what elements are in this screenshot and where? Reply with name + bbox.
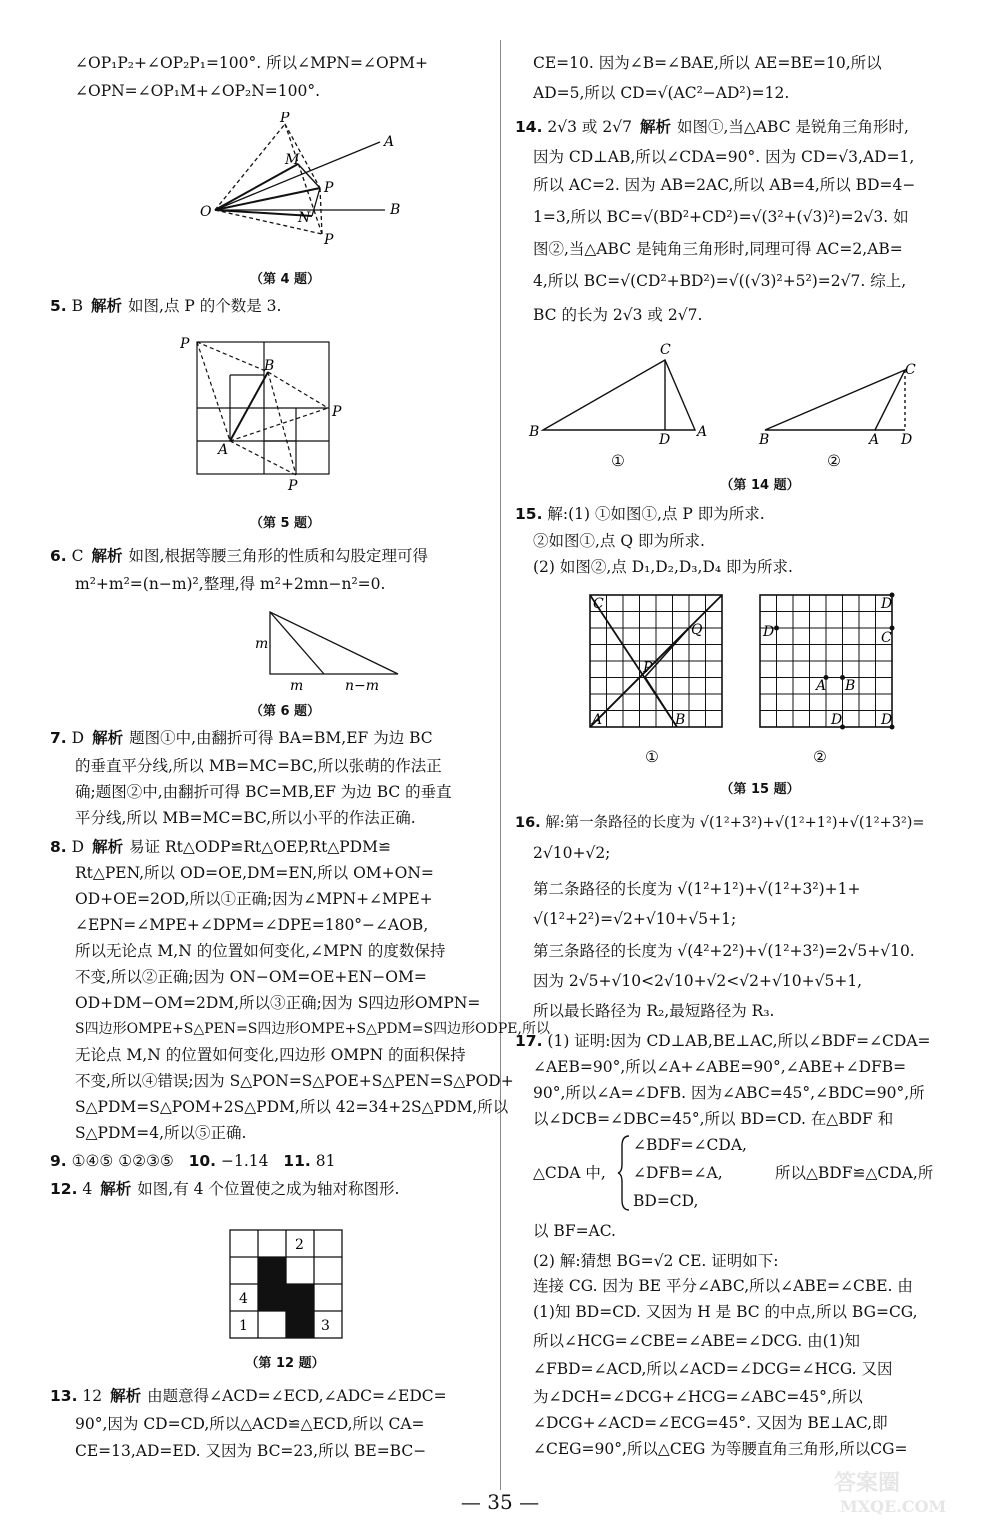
svg-text:m: m [290,678,304,692]
figure-6 [200,602,410,692]
question-number: 12. [50,1180,78,1198]
svg-text:P: P [288,478,298,494]
text-line: 解:(1) ①如图①,点 P 即为所求. [547,505,765,523]
text-line: 2√10+√2; [533,844,611,862]
text-line: Rt△PEN,所以 OD=OE,DM=EN,所以 OM+ON= [75,864,434,882]
svg-text:N: N [298,210,311,226]
text-line: 所以无论点 M,N 的位置如何变化,∠MPN 的度数保持 [75,942,446,960]
figure-label: ② [827,452,841,470]
text-line: 连接 CG. 因为 BE 平分∠ABC,所以∠ABE=∠CBE. 由 [533,1277,913,1295]
figure-caption: （第 14 题） [720,478,800,493]
text-line: 由题意得∠ACD=∠ECD,∠ADC=∠EDC= [147,1387,447,1405]
text-line: ∠OP₁P₂+∠OP₂P₁=100°. 所以∠MPN=∠OPM+ [75,54,428,72]
text-line: 1=3,所以 BC=√(BD²+CD²)=√(3²+(√3)²)=2√3. 如 [533,208,909,226]
text-line: 因为 2√5+√10<2√10+√2<√2+√10+√5+1, [533,972,863,990]
analysis-label: 解析 [639,118,671,136]
text-line: √(1²+2²)=√2+√10+√5+1; [533,910,737,928]
text-line: 所以最长路径为 R₂,最短路径为 R₃. [533,1002,775,1020]
figure-label: ① [645,748,659,766]
svg-text:B: B [264,358,275,374]
text-line: 如图,有 4 个位置使之成为轴对称图形. [137,1180,400,1198]
figure-caption: （第 6 题） [249,704,321,719]
text-line: (1)知 BD=CD. 又因为 H 是 BC 的中点,所以 BG=CG, [533,1303,918,1321]
svg-text:P: P [332,404,342,420]
text-line: ∠DCG+∠ACD=∠ECG=45°. 又因为 BE⊥AC,即 [533,1414,888,1432]
text-line: 如图,根据等腰三角形的性质和勾股定理可得 [128,547,428,565]
column-divider [500,40,501,1490]
svg-text:C: C [881,630,892,646]
analysis-label: 解析 [92,838,124,856]
text-line: 90°,所以∠A=∠DFB. 因为∠ABC=45°,∠BDC=90°,所 [533,1084,925,1102]
text-line: 如图①,当△ABC 是锐角三角形时, [676,118,909,136]
svg-text:B: B [759,432,770,448]
text-line: 4,所以 BC=√(CD²+BD²)=√((√3)²+5²)=2√7. 综上, [533,272,907,290]
answer: D [71,838,85,856]
text-line: 的垂直平分线,所以 MB=MC=BC,所以张萌的作法正 [75,757,442,775]
svg-text:4: 4 [239,1291,248,1307]
page-number: — 35 — [460,1490,540,1514]
svg-text:P: P [180,336,190,352]
svg-text:B: B [390,202,401,218]
text-line: ∠CEG=90°,所以△CEG 为等腰直角三角形,所以CG= [533,1440,908,1458]
svg-text:2: 2 [295,1237,304,1253]
answer: ①④⑤ ①②③⑤ [71,1152,174,1170]
text-line: 不变,所以②正确;因为 ON−OM=OE+EN−OM= [75,968,427,986]
svg-text:O: O [200,204,212,220]
question-number: 5. [50,297,67,315]
watermark-logo [830,1468,980,1518]
text-line: BC 的长为 2√3 或 2√7. [533,306,703,324]
text-line: BD=CD, [633,1192,699,1210]
figure-label: ② [813,748,827,766]
svg-text:B: B [845,678,856,694]
text-line: 确;题图②中,由翻折可得 BC=MB,EF 为边 BC 的垂直 [75,783,452,801]
svg-text:D: D [659,432,671,448]
text-line: 为∠DCH=∠DCG+∠HCG=∠ABC=45°,所以 [533,1388,863,1406]
figure-caption: （第 12 题） [245,1356,325,1371]
svg-text:D: D [881,712,893,728]
text-line: (2) 如图②,点 D₁,D₂,D₃,D₄ 即为所求. [533,558,793,576]
svg-text:1: 1 [239,1318,248,1334]
text-line: 无论点 M,N 的位置如何变化,四边形 OMPN 的面积保持 [75,1046,466,1064]
question-number: 8. [50,838,67,856]
svg-text:P: P [280,112,290,126]
svg-text:m: m [255,636,269,652]
svg-text:B: B [675,712,686,728]
answer: 81 [315,1152,336,1170]
question-number: 13. [50,1387,78,1405]
text-line: △CDA 中, [533,1164,606,1182]
analysis-label: 解析 [92,729,124,747]
text-line: (2) 解:猜想 BG=√2 CE. 证明如下: [533,1252,779,1270]
text-line: (1) 证明:因为 CD⊥AB,BE⊥AC,所以∠BDF=∠CDA= [547,1032,931,1050]
text-line: 以 BF=AC. [533,1222,616,1240]
text-line: 平分线,所以 MB=MC=BC,所以小平的作法正确. [75,809,416,827]
text-line: AD=5,所以 CD=√(AC²−AD²)=12. [533,84,790,102]
text-line: 90°,因为 CD=CD,所以△ACD≌△ECD,所以 CA= [75,1415,425,1433]
svg-text:C: C [660,342,671,358]
text-line: ②如图①,点 Q 即为所求. [533,532,705,550]
text-line: 因为 CD⊥AB,所以∠CDA=90°. 因为 CD=√3,AD=1, [533,148,915,166]
question-number: 9. [50,1152,67,1170]
svg-text:n−m: n−m [345,678,380,692]
text-line: ∠BDF=∠CDA, [633,1136,747,1154]
text-line: 易证 Rt△ODP≌Rt△OEP,Rt△PDM≌ [129,838,391,856]
text-line: OD+OE=2OD,所以①正确;因为∠MPN+∠MPE+ [75,890,433,908]
analysis-label: 解析 [100,1180,132,1198]
brace-icon [617,1134,631,1212]
answer: 4 [82,1180,93,1198]
svg-text:D: D [831,712,843,728]
answer: D [71,729,85,747]
text-line: S△PDM=4,所以⑤正确. [75,1124,247,1142]
text-line: ∠EPN=∠MPE+∠DPM=∠DPE=180°−∠AOB, [75,916,429,934]
text-line: CE=10. 因为∠B=∠BAE,所以 AE=BE=10,所以 [533,54,882,72]
answer: 12 [82,1387,103,1405]
figure-12 [225,1222,365,1342]
figure-15 [585,590,945,740]
svg-text:P: P [324,180,334,196]
text-line: 所以 AC=2. 因为 AB=2AC,所以 AB=4,所以 BD=4− [533,176,916,194]
analysis-label: 解析 [91,547,123,565]
svg-text:C: C [905,362,916,378]
question-number: 15. [515,505,543,523]
svg-text:A: A [384,134,395,150]
figure-caption: （第 4 题） [249,272,321,287]
svg-text:3: 3 [321,1318,330,1334]
text-line: ∠OPN=∠OP₁M+∠OP₂N=100°. [75,82,321,100]
text-line: 以∠DCB=∠DBC=45°,所以 BD=CD. 在△BDF 和 [533,1110,894,1128]
svg-text:D: D [881,596,893,612]
svg-text:C: C [593,596,604,612]
question-number: 14. [515,118,543,136]
figure-label: ① [611,452,625,470]
svg-text:A: A [697,424,708,440]
svg-text:A: A [869,432,880,448]
text-line: 解:第一条路径的长度为 √(1²+3²)+√(1²+1²)+√(1²+3²)= [545,815,925,831]
text-line: 不变,所以④错误;因为 S△PON=S△POE+S△PEN=S△POD+ [75,1072,514,1090]
svg-text:D: D [763,624,775,640]
figure-14 [525,340,995,470]
question-number: 10. [188,1152,217,1170]
figure-caption: （第 5 题） [249,516,321,531]
svg-text:Q: Q [691,622,703,638]
text-line: 图②,当△ABC 是钝角三角形时,同理可得 AC=2,AB= [533,240,903,258]
text-line: ∠DFB=∠A, [633,1164,723,1182]
analysis-label: 解析 [91,297,123,315]
svg-text:M: M [285,152,300,168]
question-number: 6. [50,547,67,565]
question-number: 7. [50,729,67,747]
answer: B [71,297,84,315]
figure-4 [190,112,420,257]
svg-text:MXQE.COM: MXQE.COM [840,1497,947,1516]
svg-text:A: A [592,712,603,728]
text-line: 如图,点 P 的个数是 3. [128,297,282,315]
question-number: 17. [515,1032,543,1050]
question-number: 11. [283,1152,311,1170]
svg-text:P: P [324,232,334,248]
text-line: ∠AEB=90°,所以∠A+∠ABE=90°,∠ABE+∠DFB= [533,1058,907,1076]
text-line: 题图①中,由翻折可得 BA=BM,EF 为边 BC [129,729,433,747]
figure-5 [180,332,380,502]
svg-text:B: B [529,424,540,440]
text-line: OD+DM−OM=2DM,所以③正确;因为 S四边形OMPN= [75,994,481,1012]
answer: C [71,547,84,565]
svg-text:A: A [218,442,229,458]
text-line: 所以△BDF≌△CDA,所 [775,1164,934,1182]
text-line: S△PDM=S△POM+2S△PDM,所以 42=34+2S△PDM,所以 [75,1098,509,1116]
text-line: 所以∠HCG=∠CBE=∠ABE=∠DCG. 由(1)知 [533,1332,861,1350]
text-line: CE=13,AD=ED. 又因为 BC=23,所以 BE=BC− [75,1442,427,1460]
svg-text:P: P [643,660,653,676]
svg-text:A: A [816,678,827,694]
text-line: m²+m²=(n−m)²,整理,得 m²+2mn−n²=0. [75,575,386,593]
text-line: 第二条路径的长度为 √(1²+1²)+√(1²+3²)+1+ [533,880,861,898]
svg-text:答案圈: 答案圈 [834,1470,901,1496]
answer: −1.14 [221,1152,269,1170]
question-number: 16. [515,815,541,831]
text-line: S四边形OMPE+S△PEN=S四边形OMPE+S△PDM=S四边形ODPE,所以 [75,1021,550,1037]
text-line: 第三条路径的长度为 √(4²+2²)+√(1²+3²)=2√5+√10. [533,942,915,960]
text-line: ∠FBD=∠ACD,所以∠ACD=∠DCG=∠HCG. 又因 [533,1360,893,1378]
figure-caption: （第 15 题） [720,782,800,797]
answer: 2√3 或 2√7 [547,118,632,136]
svg-text:D: D [901,432,913,448]
analysis-label: 解析 [110,1387,142,1405]
